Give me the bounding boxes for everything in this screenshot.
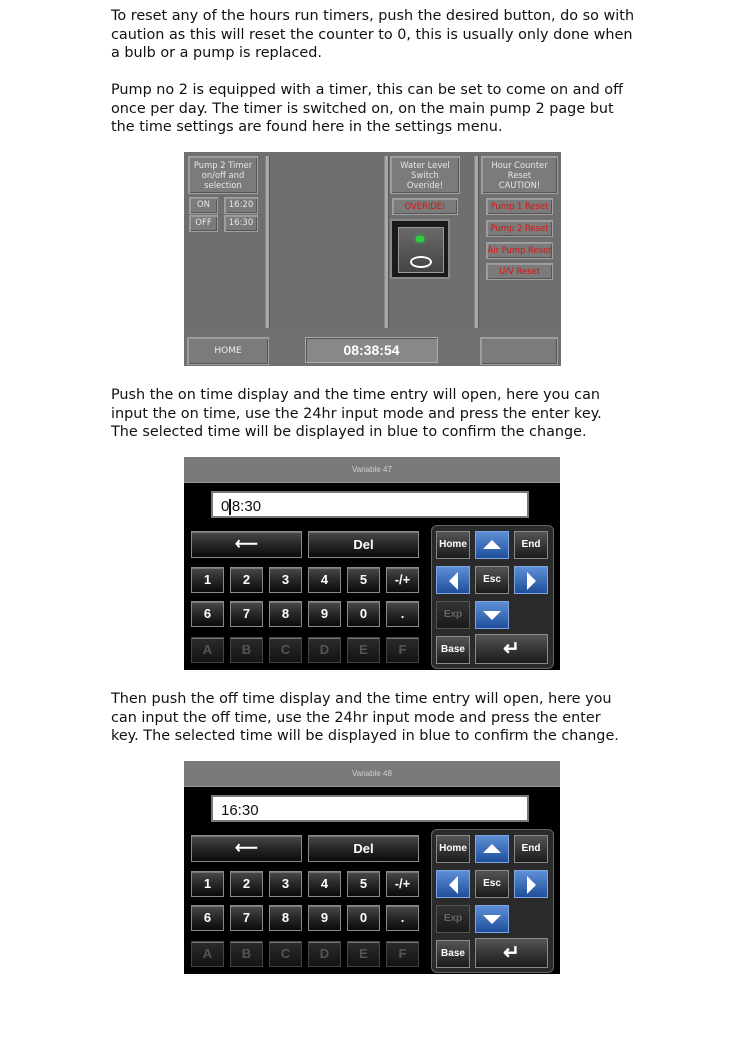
enter-key[interactable]: ↵ xyxy=(475,938,548,968)
input-first-char: 0 xyxy=(221,498,230,515)
esc-key[interactable]: Esc xyxy=(475,566,509,594)
arrow-down-icon xyxy=(483,915,501,924)
key-4[interactable]: 4 xyxy=(308,567,341,593)
paragraph-pump2-timer: Pump no 2 is equipped with a timer, this can be set to come on and off once per day. The timer is switched on, on the main pump 2 page but the time settings are found here in the settings menu. xyxy=(111,82,624,135)
key-sign[interactable]: -/+ xyxy=(386,567,419,593)
up-arrow-key[interactable] xyxy=(475,531,509,559)
exp-key[interactable]: Exp xyxy=(436,905,470,933)
off-label: OFF xyxy=(189,215,218,232)
input-value: 8:30 xyxy=(231,498,262,515)
time-entry-keypad-on xyxy=(184,457,560,670)
water-level-label: Water Level Switch Overide! xyxy=(390,156,460,194)
key-4[interactable]: 4 xyxy=(308,871,341,897)
key-decimal[interactable]: . xyxy=(386,905,419,931)
paragraph-on-time: Push the on time display and the time entry will open, here you can input the on time, use the 24hr input mode and press the enter key. The selected time will be displayed in blue to confirm the change. xyxy=(111,387,602,440)
right-arrow-key[interactable] xyxy=(514,870,548,898)
key-6[interactable]: 6 xyxy=(191,905,224,931)
key-3[interactable]: 3 xyxy=(269,567,302,593)
key-e[interactable]: E xyxy=(347,941,380,967)
air-pump-reset-button[interactable]: Air Pump Reset xyxy=(486,242,553,259)
del-key[interactable]: Del xyxy=(308,835,419,862)
arrow-left-icon xyxy=(449,876,458,894)
key-a[interactable]: A xyxy=(191,637,224,663)
key-b[interactable]: B xyxy=(230,941,263,967)
arrow-right-icon xyxy=(527,572,536,590)
key-2[interactable]: 2 xyxy=(230,871,263,897)
home-key[interactable]: Home xyxy=(436,835,470,863)
on-time-display[interactable]: 16:20 xyxy=(224,197,258,214)
left-arrow-key[interactable] xyxy=(436,566,470,594)
key-f[interactable]: F xyxy=(386,637,419,663)
text-caret xyxy=(229,499,231,515)
base-key[interactable]: Base xyxy=(436,940,470,968)
key-d[interactable]: D xyxy=(308,637,341,663)
paragraph-reset-timers: To reset any of the hours run timers, push the desired button, do so with caution as this will reset the counter to 0, this is usually only done when a bulb or a pump is replaced. xyxy=(111,8,635,61)
key-c[interactable]: C xyxy=(269,941,302,967)
pump2-reset-button[interactable]: Pump 2 Reset xyxy=(486,220,553,237)
up-arrow-key[interactable] xyxy=(475,835,509,863)
esc-key[interactable]: Esc xyxy=(475,870,509,898)
key-f[interactable]: F xyxy=(386,941,419,967)
del-key[interactable]: Del xyxy=(308,531,419,558)
key-d[interactable]: D xyxy=(308,941,341,967)
navigation-panel xyxy=(431,829,554,973)
key-0[interactable]: 0 xyxy=(347,905,380,931)
navigation-panel xyxy=(431,525,554,669)
home-key[interactable]: Home xyxy=(436,531,470,559)
backspace-key[interactable]: ⟵ xyxy=(191,531,302,558)
switch-key xyxy=(398,227,444,273)
key-0[interactable]: 0 xyxy=(347,601,380,627)
arrow-up-icon xyxy=(483,540,501,549)
time-input-field[interactable] xyxy=(211,491,529,518)
key-8[interactable]: 8 xyxy=(269,905,302,931)
home-button[interactable]: HOME xyxy=(187,337,269,365)
key-a[interactable]: A xyxy=(191,941,224,967)
blank-button[interactable] xyxy=(480,337,558,365)
key-3[interactable]: 3 xyxy=(269,871,302,897)
left-arrow-key[interactable] xyxy=(436,870,470,898)
key-e[interactable]: E xyxy=(347,637,380,663)
key-5[interactable]: 5 xyxy=(347,567,380,593)
key-6[interactable]: 6 xyxy=(191,601,224,627)
backspace-key[interactable]: ⟵ xyxy=(191,835,302,862)
arrow-left-icon xyxy=(449,572,458,590)
key-sign[interactable]: -/+ xyxy=(386,871,419,897)
right-arrow-key[interactable] xyxy=(514,566,548,594)
key-b[interactable]: B xyxy=(230,637,263,663)
key-5[interactable]: 5 xyxy=(347,871,380,897)
end-key[interactable]: End xyxy=(514,835,548,863)
on-label: ON xyxy=(189,197,218,214)
key-c[interactable]: C xyxy=(269,637,302,663)
power-ring-icon xyxy=(410,256,432,268)
key-9[interactable]: 9 xyxy=(308,601,341,627)
divider xyxy=(384,156,389,328)
key-2[interactable]: 2 xyxy=(230,567,263,593)
clock-display: 08:38:54 xyxy=(305,337,438,363)
down-arrow-key[interactable] xyxy=(475,905,509,933)
base-key[interactable]: Base xyxy=(436,636,470,664)
input-value: 16:30 xyxy=(221,802,259,819)
key-9[interactable]: 9 xyxy=(308,905,341,931)
uv-reset-button[interactable]: U/V Reset xyxy=(486,263,553,280)
divider xyxy=(474,156,479,328)
key-8[interactable]: 8 xyxy=(269,601,302,627)
key-1[interactable]: 1 xyxy=(191,567,224,593)
down-arrow-key[interactable] xyxy=(475,601,509,629)
arrow-up-icon xyxy=(483,844,501,853)
time-entry-keypad-off xyxy=(184,761,560,974)
arrow-right-icon xyxy=(527,876,536,894)
pump2-timer-label: Pump 2 Timer on/off and selection xyxy=(188,156,258,194)
divider xyxy=(265,156,270,328)
led-indicator-icon xyxy=(416,236,424,242)
end-key[interactable]: End xyxy=(514,531,548,559)
keypad-title: Variable 47 xyxy=(184,457,560,483)
key-7[interactable]: 7 xyxy=(230,905,263,931)
exp-key[interactable]: Exp xyxy=(436,601,470,629)
hour-counter-label: Hour Counter Reset CAUTION! xyxy=(481,156,558,194)
override-switch[interactable] xyxy=(390,219,450,279)
off-time-display[interactable]: 16:30 xyxy=(224,215,258,232)
override-button[interactable]: OVERIDE! xyxy=(392,198,458,215)
key-decimal[interactable]: . xyxy=(386,601,419,627)
enter-key[interactable]: ↵ xyxy=(475,634,548,664)
pump1-reset-button[interactable]: Pump 1 Reset xyxy=(486,198,553,215)
key-1[interactable]: 1 xyxy=(191,871,224,897)
arrow-down-icon xyxy=(483,611,501,620)
time-input-field[interactable] xyxy=(211,795,529,822)
keypad-title: Variable 48 xyxy=(184,761,560,787)
paragraph-off-time: Then push the off time display and the time entry will open, here you can input the off time, use the 24hr input mode and press the enter key. The selected time will be displayed in blue to confirm the change. xyxy=(111,691,619,744)
key-7[interactable]: 7 xyxy=(230,601,263,627)
